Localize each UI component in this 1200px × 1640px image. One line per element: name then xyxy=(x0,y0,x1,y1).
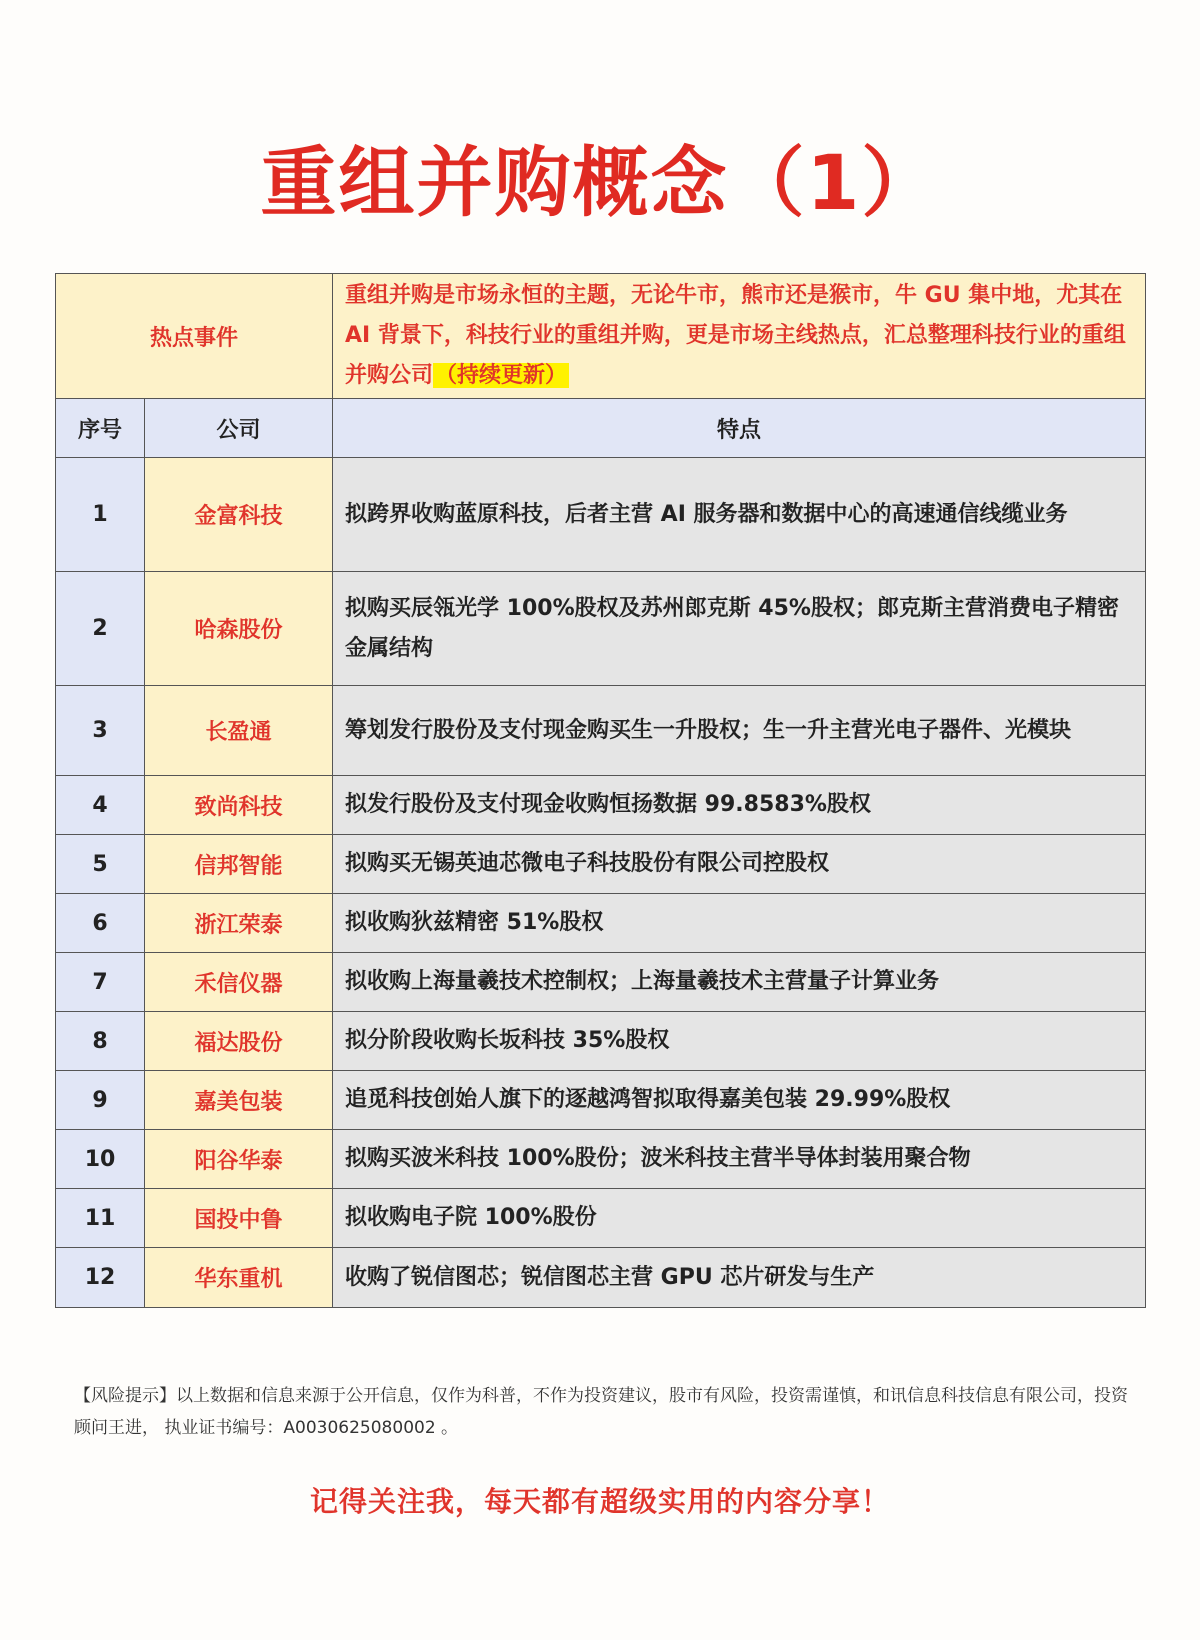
row-feature: 追觅科技创始人旗下的逐越鸿智拟取得嘉美包装 29.99%股权 xyxy=(333,1071,1146,1130)
row-feature: 拟发行股份及支付现金收购恒扬数据 99.8583%股权 xyxy=(333,776,1146,835)
row-feature: 收购了锐信图芯；锐信图芯主营 GPU 芯片研发与生产 xyxy=(333,1248,1146,1308)
merger-table xyxy=(55,273,1146,1308)
row-company: 致尚科技 xyxy=(145,776,333,835)
row-index: 11 xyxy=(56,1189,145,1248)
hot-event-row xyxy=(56,274,1146,399)
table-row xyxy=(56,1248,1146,1308)
hot-event-text xyxy=(333,274,1146,399)
row-index: 6 xyxy=(56,894,145,953)
row-index: 10 xyxy=(56,1130,145,1189)
row-index: 7 xyxy=(56,953,145,1012)
row-company: 阳谷华泰 xyxy=(145,1130,333,1189)
row-company: 长盈通 xyxy=(145,686,333,776)
row-feature: 拟分阶段收购长坂科技 35%股权 xyxy=(333,1012,1146,1071)
footer-callout: 记得关注我，每天都有超级实用的内容分享！ xyxy=(309,1485,890,1518)
table-row xyxy=(56,953,1146,1012)
table-row xyxy=(56,1189,1146,1248)
row-company: 哈森股份 xyxy=(145,572,333,686)
row-company: 嘉美包装 xyxy=(145,1071,333,1130)
row-feature: 拟购买无锡英迪芯微电子科技股份有限公司控股权 xyxy=(333,835,1146,894)
header-company: 公司 xyxy=(145,399,333,458)
table-row xyxy=(56,572,1146,686)
row-company: 金富科技 xyxy=(145,458,333,572)
page-title: 重组并购概念（1） xyxy=(260,138,940,227)
table-row xyxy=(56,1130,1146,1189)
table-row xyxy=(56,894,1146,953)
row-index: 9 xyxy=(56,1071,145,1130)
row-company: 福达股份 xyxy=(145,1012,333,1071)
row-company: 禾信仪器 xyxy=(145,953,333,1012)
hot-event-label: 热点事件 xyxy=(56,274,333,399)
row-feature: 拟收购狄兹精密 51%股权 xyxy=(333,894,1146,953)
header-feature: 特点 xyxy=(333,399,1146,458)
row-index: 4 xyxy=(56,776,145,835)
header-index: 序号 xyxy=(56,399,145,458)
table-row xyxy=(56,1071,1146,1130)
table-row xyxy=(56,458,1146,572)
row-feature: 拟购买波米科技 100%股份；波米科技主营半导体封装用聚合物 xyxy=(333,1130,1146,1189)
table-header-row xyxy=(56,399,1146,458)
row-company: 浙江荣泰 xyxy=(145,894,333,953)
row-index: 1 xyxy=(56,458,145,572)
table-row xyxy=(56,1012,1146,1071)
row-index: 2 xyxy=(56,572,145,686)
table-row xyxy=(56,835,1146,894)
row-index: 3 xyxy=(56,686,145,776)
table-row xyxy=(56,686,1146,776)
row-feature: 拟购买辰瓴光学 100%股权及苏州郎克斯 45%股权；郎克斯主营消费电子精密金属结构 xyxy=(333,572,1146,686)
row-feature: 拟收购电子院 100%股份 xyxy=(333,1189,1146,1248)
row-index: 5 xyxy=(56,835,145,894)
row-company: 信邦智能 xyxy=(145,835,333,894)
row-feature: 拟跨界收购蓝原科技，后者主营 AI 服务器和数据中心的高速通信线缆业务 xyxy=(333,458,1146,572)
row-company: 国投中鲁 xyxy=(145,1189,333,1248)
row-feature: 筹划发行股份及支付现金购买生一升股权；生一升主营光电子器件、光模块 xyxy=(333,686,1146,776)
row-index: 12 xyxy=(56,1248,145,1308)
hot-event-body: 重组并购是市场永恒的主题，无论牛市，熊市还是猴市，牛 GU 集中地，尤其在 AI 背景下，科技行业的重组并购，更是市场主线热点，汇总整理科技行业的重组并购公司 xyxy=(345,283,1126,388)
row-company: 华东重机 xyxy=(145,1248,333,1308)
hot-event-highlight: （持续更新） xyxy=(435,363,568,388)
row-feature: 拟收购上海量羲技术控制权；上海量羲技术主营量子计算业务 xyxy=(333,953,1146,1012)
row-index: 8 xyxy=(56,1012,145,1071)
risk-notice: 【风险提示】以上数据和信息来源于公开信息，仅作为科普，不作为投资建议，股市有风险，投资需谨慎，和讯信息科技信息有限公司，投资顾问王进， 执业证书编号：A0030625080002 。 xyxy=(74,1386,1128,1438)
table-row xyxy=(56,776,1146,835)
